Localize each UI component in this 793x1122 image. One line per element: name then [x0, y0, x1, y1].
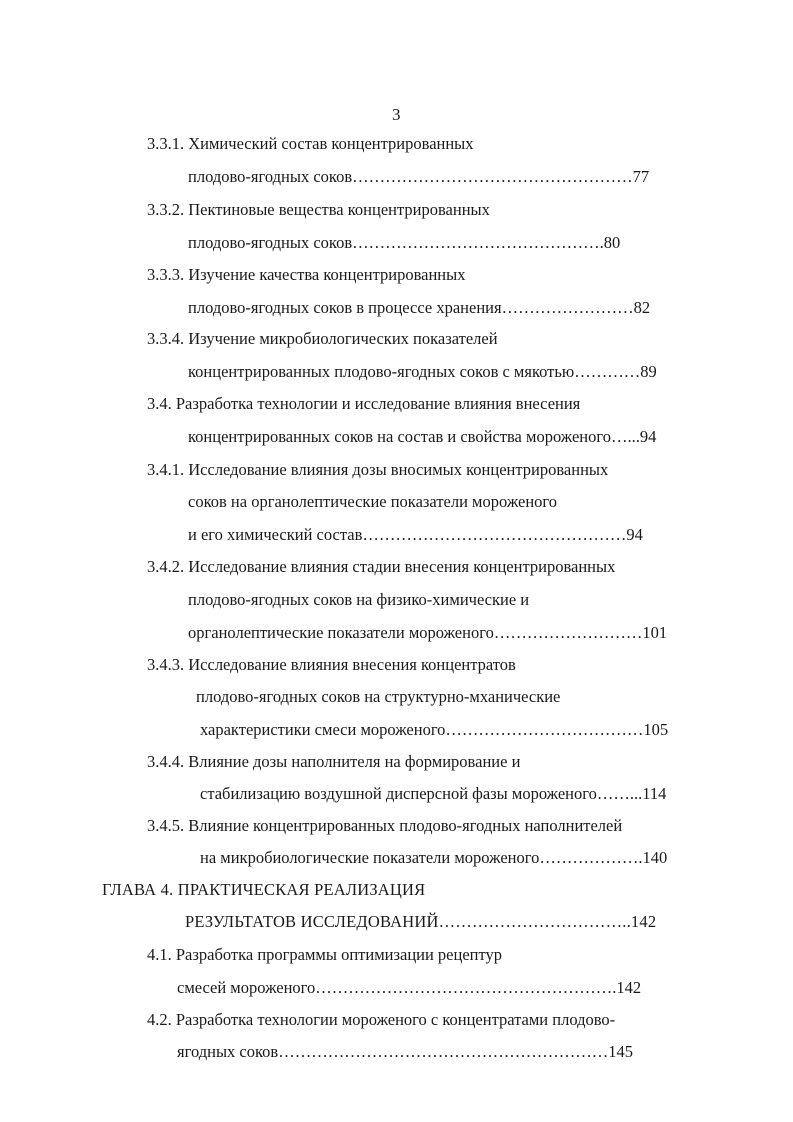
toc-line: плодово-ягодных соков на физико-химические и [188, 590, 530, 609]
toc-line: 3.4. Разработка технологии и исследование влияния внесения [147, 394, 581, 413]
toc-line: 3.4.5. Влияние концентрированных плодово-ягодных наполнителей [147, 816, 623, 835]
toc-line: и его химический состав…………………………………………94 [188, 525, 643, 544]
toc-line: 3.4.2. Исследование влияния стадии внесения концентрированных [147, 557, 616, 576]
toc-line: ягодных соков……………………………………………………145 [177, 1042, 633, 1061]
toc-line: 3.4.1. Исследование влияния дозы вносимых концентрированных [147, 460, 609, 479]
chapter-heading: ГЛАВА 4. ПРАКТИЧЕСКАЯ РЕАЛИЗАЦИЯ [102, 880, 426, 899]
page-number: 3 [392, 105, 401, 124]
toc-line: плодово-ягодных соков……………………………………….80 [188, 233, 621, 252]
chapter-heading: РЕЗУЛЬТАТОВ ИССЛЕДОВАНИЙ……………………………..142 [185, 912, 657, 931]
toc-line: плодово-ягодных соков в процессе хранения……………………82 [188, 298, 651, 317]
toc-line: 3.3.4. Изучение микробиологических показателей [147, 329, 498, 348]
toc-line: 4.1. Разработка программы оптимизации рецептур [147, 945, 502, 964]
toc-line: 3.4.4. Влияние дозы наполнителя на формирование и [147, 752, 521, 771]
toc-line: соков на органолептические показатели мороженого [188, 492, 558, 511]
toc-line: стабилизацию воздушной дисперсной фазы мороженого……...114 [200, 784, 667, 803]
toc-line: 4.2. Разработка технологии мороженого с концентратами плодово- [147, 1010, 616, 1029]
toc-line: концентрированных плодово-ягодных соков с мякотью…………89 [188, 362, 657, 381]
toc-line: 3.3.2. Пектиновые вещества концентрированных [147, 200, 490, 219]
toc-line: 3.4.3. Исследование влияния внесения концентратов [147, 655, 516, 674]
toc-line: концентрированных соков на состав и свойства мороженого…...94 [188, 427, 657, 446]
toc-line: 3.3.3. Изучение качества концентрированных [147, 265, 466, 284]
toc-line: характеристики смеси мороженого………………………………105 [200, 720, 669, 739]
toc-line: смесей мороженого……………………………………………….142 [177, 978, 642, 997]
toc-line: плодово-ягодных соков……………………………………………77 [188, 167, 650, 186]
toc-line: плодово-ягодных соков на структурно-мханические [196, 687, 561, 706]
toc-line: на микробиологические показатели мороженого……………….140 [200, 848, 668, 867]
toc-line: органолептические показатели мороженого………………………101 [188, 623, 668, 642]
toc-line: 3.3.1. Химический состав концентрированных [147, 134, 474, 153]
